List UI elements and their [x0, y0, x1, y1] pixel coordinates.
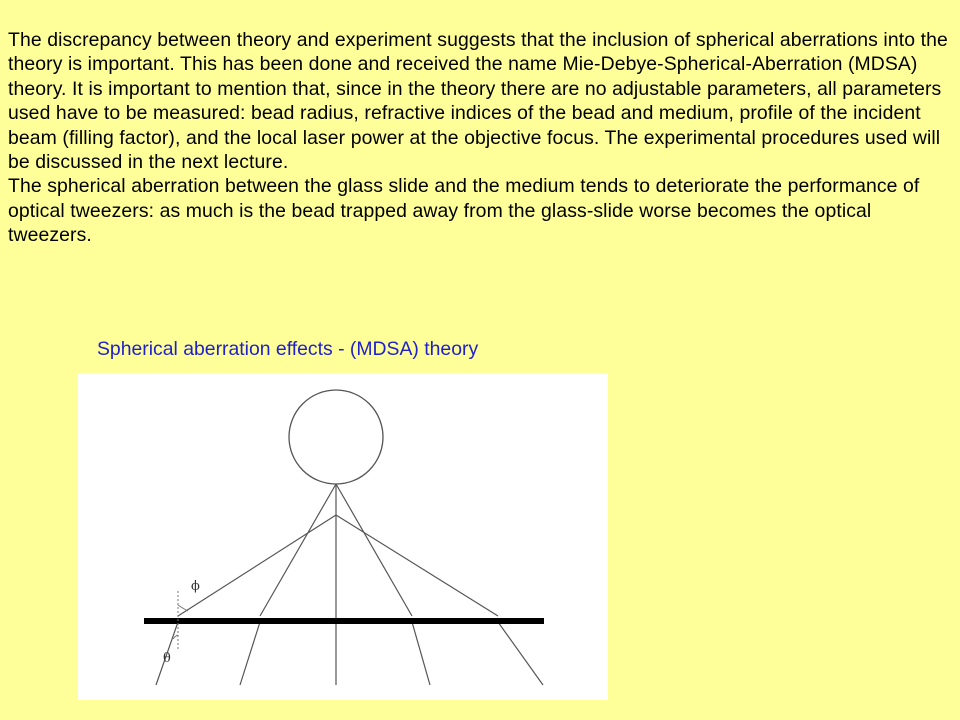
phi-arc — [178, 605, 188, 611]
ray-inner-left-upper — [260, 484, 336, 616]
ray-outer-right-lower — [498, 622, 543, 685]
ray-outer-left-upper — [178, 515, 336, 616]
ray-inner-right-upper — [336, 484, 412, 616]
glass-slide-bar — [144, 618, 544, 624]
slide-body-text — [8, 28, 952, 248]
theta-symbol: θ — [163, 651, 171, 666]
figure-caption: Spherical aberration effects - (MDSA) theory — [97, 338, 479, 360]
paragraph-spherical-aberration: The spherical aberration between the glass slide and the medium tends to deteriorate the performance of optical tweezers: as much is the bead trapped away from the glass-slide worse becomes the optical tweezers. — [8, 175, 920, 247]
diagram-svg — [78, 373, 608, 700]
bead-circle — [289, 390, 383, 484]
ray-outer-right-upper — [336, 515, 498, 616]
ray-inner-left-lower — [240, 622, 260, 685]
phi-symbol: ϕ — [191, 579, 200, 594]
ray-inner-right-lower — [412, 622, 430, 685]
paragraph-mdsa-intro: The discrepancy between theory and experiment suggests that the inclusion of spherical aberrations into the theory is important. This has been done and received the name Mie-Debye-Spherical-Aberration (MDSA) theory. It is important to mention that, since in the theory there are no adjustable parameters, all parameters used have to be measured: bead radius, refractive indices of the bead and medium, profile of the incident beam (filling factor), and the local laser power at the objective focus. The experimental procedures used will be discussed in the next lecture. — [8, 29, 948, 174]
aberration-diagram — [78, 373, 608, 700]
